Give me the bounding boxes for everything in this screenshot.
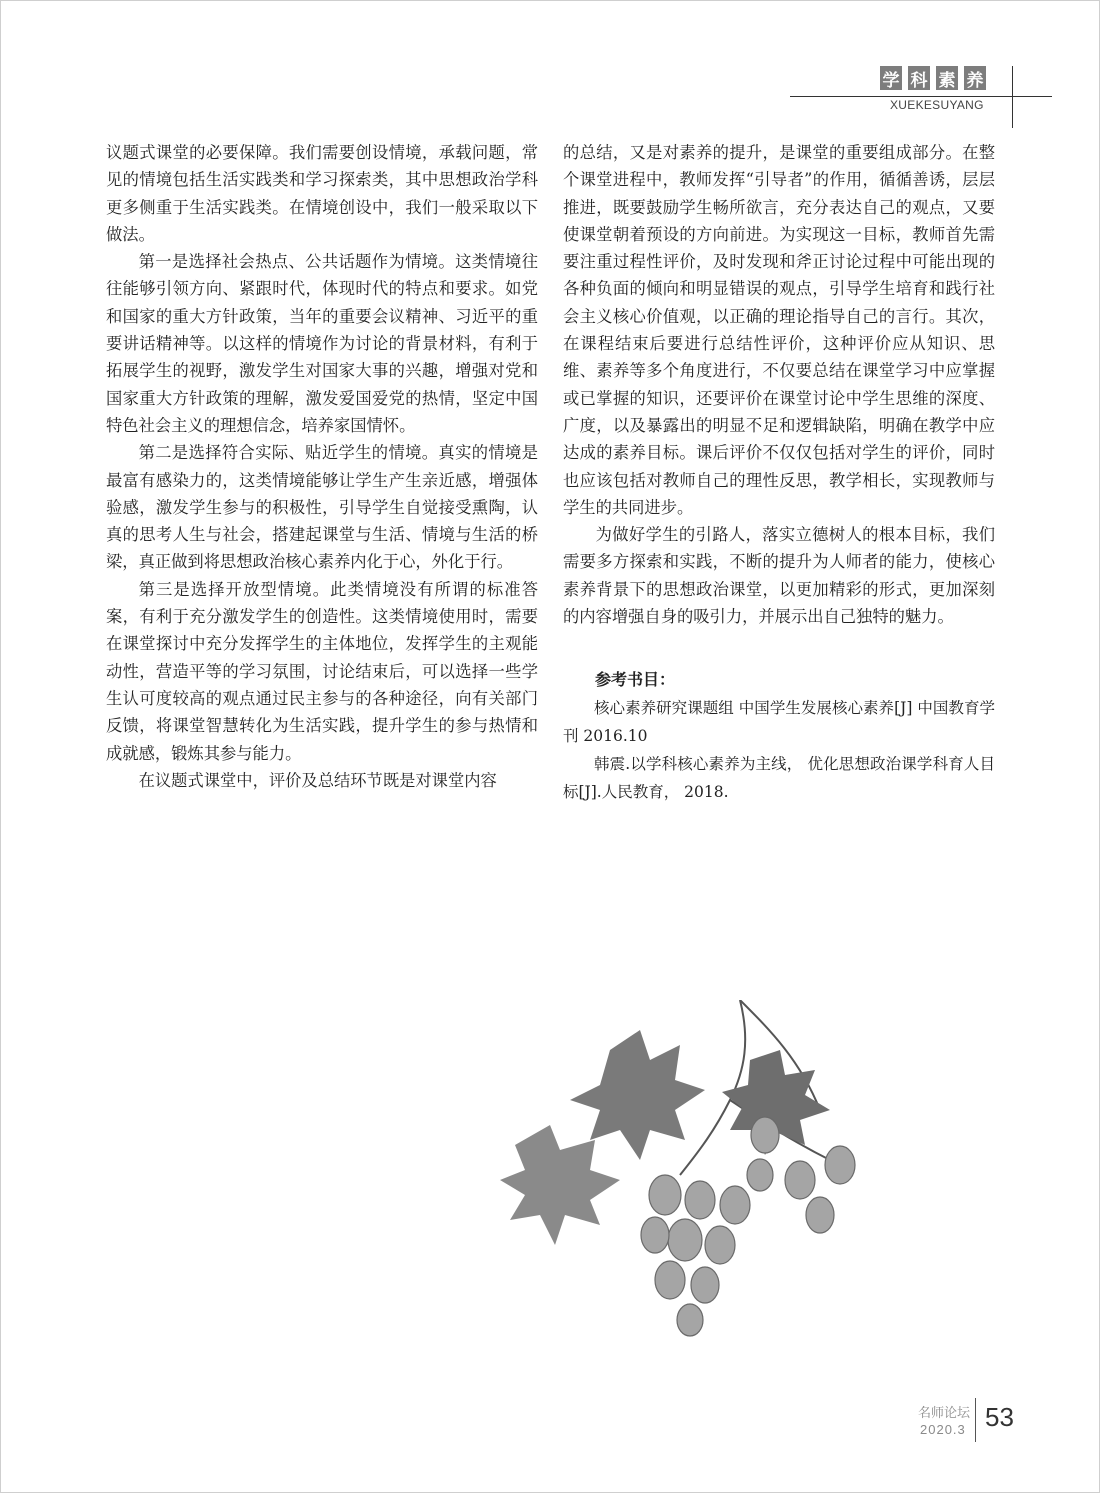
paragraph: 在议题式课堂中，评价及总结环节既是对课堂内容 <box>138 770 497 790</box>
paragraph: 第二是选择符合实际、贴近学生的情境。真实的情境是最富有感染力的，这类情境能够让学生产生亲近感，增强体验感，激发学生参与的积极性，引导学生自觉接受熏陶，认真的思考人生与社会，搭建起课堂与生活、情境与生活的桥梁，真正做到将思想政治核心素养内化于心，外化于行。 <box>106 443 538 572</box>
footer-divider <box>975 1398 976 1442</box>
reference-item: 韩震.以学科核心素养为主线， 优化思想政治课学科育人目标[J].人民教育， 2018. <box>563 754 995 801</box>
section-title-char: 学 <box>880 66 902 90</box>
paragraph: 为做好学生的引路人，落实立德树人的根本目标，我们需要多方探索和实践，不断的提升为人师者的能力，使核心素养背景下的思想政治课堂，以更加精彩的形式，更加深刻的内容增强自身的吸引力，并展示出自己独特的魅力。 <box>563 525 995 627</box>
paragraph: 第三是选择开放型情境。此类情境没有所谓的标准答案，有利于充分激发学生的创造性。这类情境使用时，需要在课堂探讨中充分发挥学生的主体地位，发挥学生的主观能动性，营造平等的学习氛围，讨论结束后，可以选择一些学生认可度较高的观点通过民主参与的各种途径，向有关部门反馈，将课堂智慧转化为生活实践，提升学生的参与热情和成就感，锻炼其参与能力。 <box>106 579 538 763</box>
paragraph: 第一是选择社会热点、公共话题作为情境。这类情境往往能够引领方向、紧跟时代，体现时代的特点和要求。如党和国家的重大方针政策，当年的重要会议精神、习近平的重要讲话精神等。以这样的情境作为讨论的背景材料，有利于拓展学生的视野，激发学生对国家大事的兴趣，增强对党和国家重大方针政策的理解，激发爱国爱党的热情，坚定中国特色社会主义的理想信念，培养家国情怀。 <box>106 252 538 435</box>
right-column <box>563 139 995 806</box>
section-title-char: 素 <box>936 66 958 90</box>
left-column <box>106 139 538 794</box>
paragraph: 议题式课堂的必要保障。我们需要创设情境，承载问题，常见的情境包括生活实践类和学习探索类，其中思想政治学科更多侧重于生活实践类。在情境创设中，我们一般采取以下做法。 <box>106 143 538 244</box>
section-title-char: 养 <box>964 66 986 90</box>
reference-item: 核心素养研究课题组 中国学生发展核心素养[J] 中国教育学刊 2016.10 <box>563 698 995 745</box>
section-title-char: 科 <box>908 66 930 90</box>
references <box>563 666 995 805</box>
paragraph: 的总结，又是对素养的提升，是课堂的重要组成部分。在整个课堂进程中，教师发挥“引导者”的作用，循循善诱，层层推进，既要鼓励学生畅所欲言，充分表达自己的观点，又要使课堂朝着预设的方向前进。为实现这一目标，教师首先需要注重过程性评价，及时发现和斧正讨论过程中可能出现的各种负面的倾向和明显错误的观点，引导学生培育和践行社会主义核心价值观，以正确的理论指导自己的言行。其次，在课程结束后要进行总结性评价，这种评价应从知识、思维、素养等多个角度进行，不仅要总结在课堂学习中应掌握或已掌握的知识，还要评价在课堂讨论中学生思维的深度、广度，以及暴露出的明显不足和逻辑缺陷，明确在教学中应达成的素养目标。课后评价不仅仅包括对学生的评价，同时也应该包括对教师自己的理性反思，教学相长，实现教师与学生的共同进步。 <box>563 143 995 517</box>
references-title: 参考书目： <box>595 670 676 690</box>
footer-issue: 2020.3 <box>920 1422 966 1437</box>
section-subtitle: XUEKESUYANG <box>890 98 984 112</box>
footer-magazine-name: 名师论坛 <box>918 1406 971 1421</box>
hops-branch-illustration <box>500 1000 900 1340</box>
header-vertical-rule <box>1012 66 1013 128</box>
section-title <box>880 66 986 90</box>
page-number: 53 <box>985 1402 1014 1432</box>
